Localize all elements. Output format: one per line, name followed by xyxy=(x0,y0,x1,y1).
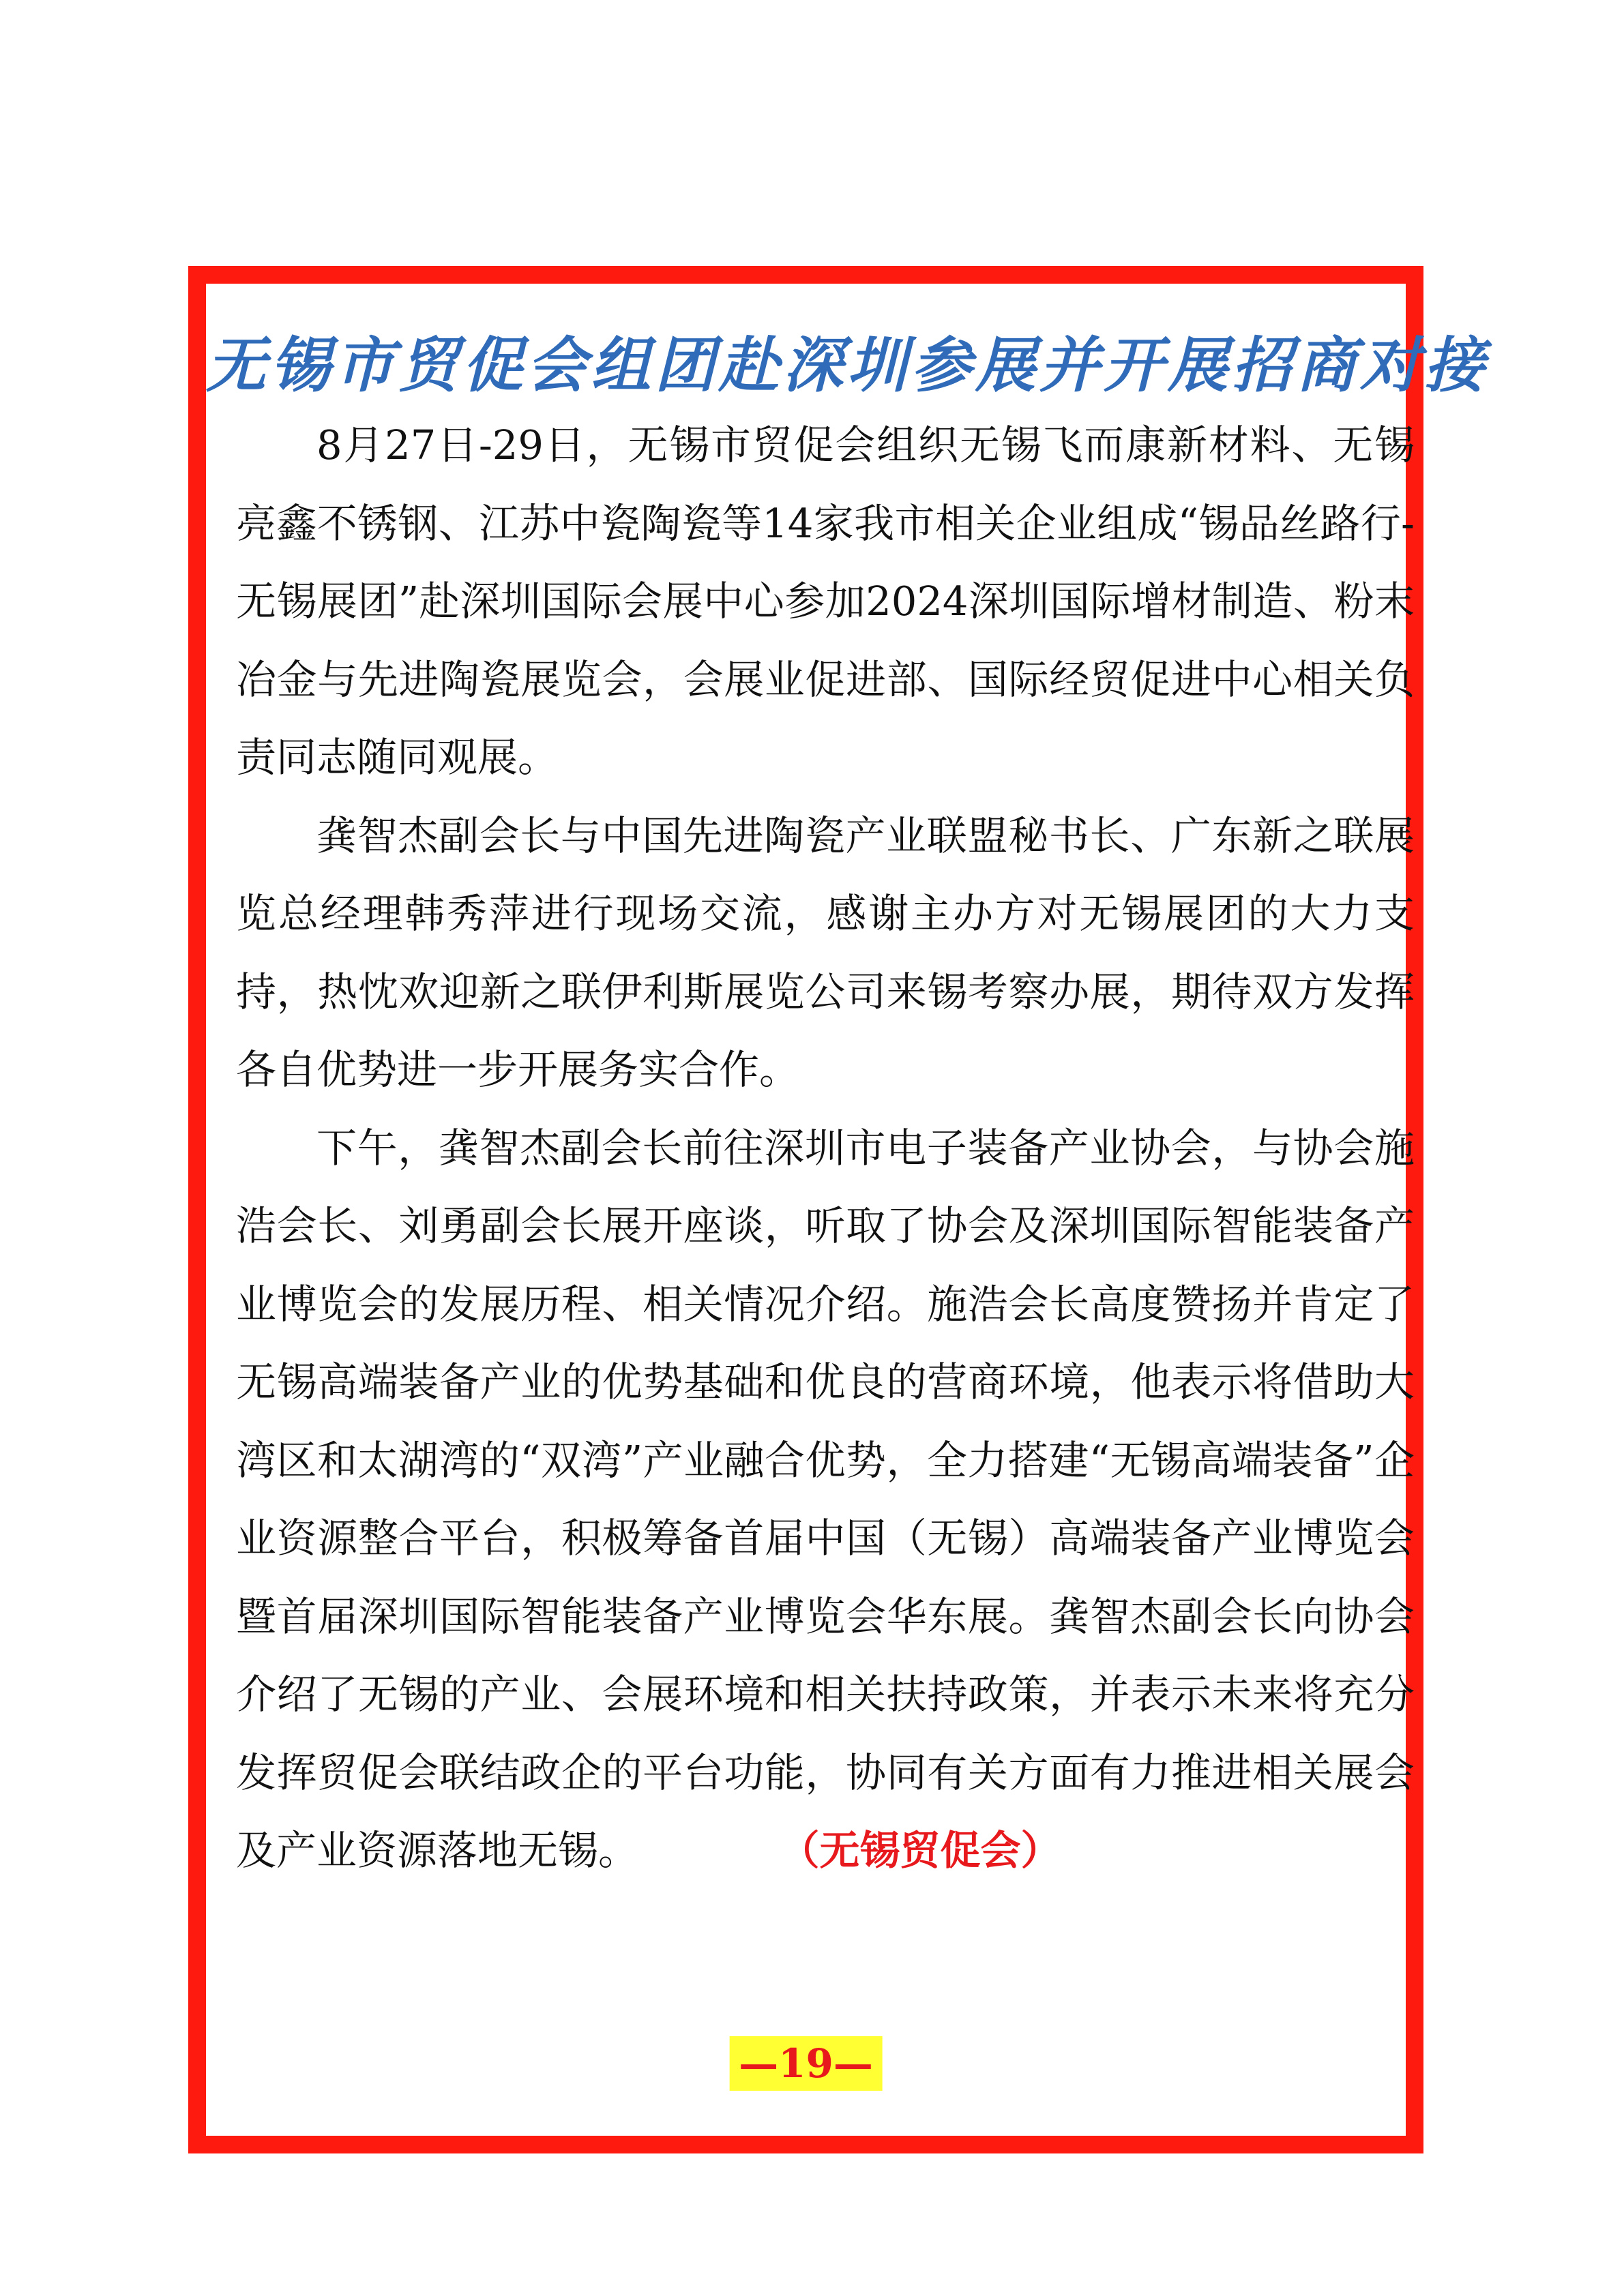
paragraph-3 xyxy=(236,1109,1415,1890)
signature: （无锡贸促会） xyxy=(799,1827,1061,1874)
paragraph-2: 龚智杰副会长与中国先进陶瓷产业联盟秘书长、广东新之联展览总经理韩秀萍进行现场交流，感谢主办方对无锡展团的大力支持，热忱欢迎新之联伊利斯展览公司来锡考察办展，期待双方发挥各自优势进一步开展务实合作。 xyxy=(236,811,1415,1093)
paragraph-3-text: 下午，龚智杰副会长前往深圳市电子装备产业协会，与协会施浩会长、刘勇副会长展开座谈，听取了协会及深圳国际智能装备产业博览会的发展历程、相关情况介绍。施浩会长高度赞扬并肯定了无锡高端装备产业的优势基础和优良的营商环境，他表示将借助大湾区和太湖湾的“双湾”产业融合优势，全力搭建“无锡高端装备”企业资源整合平台，积极筹备首届中国（无锡）高端装备产业博览会暨首届深圳国际智能装备产业博览会华东展。龚智杰副会长向协会介绍了无锡的产业、会展环境和相关扶持政策，并表示未来将充分发挥贸促会联结政企的平台功能，协同有关方面有力推进相关展会及产业资源落地无锡。 xyxy=(236,1124,1415,1874)
page-number: —19— xyxy=(729,2036,883,2091)
paragraph-1: 8月27日-29日，无锡市贸促会组织无锡飞而康新材料、无锡亮鑫不锈钢、江苏中瓷陶瓷等14家我市相关企业组成“锡品丝路行-无锡展团”赴深圳国际会展中心参加2024深圳国际增材制造、粉末冶金与先进陶瓷展览会，会展业促进部、国际经贸促进中心相关负责同志随同观展。 xyxy=(236,421,1415,781)
article-body xyxy=(236,406,1415,1890)
page-frame xyxy=(188,266,1489,2153)
article-title: 无锡市贸促会组团赴深圳参展并开展招商对接 xyxy=(206,329,1489,400)
